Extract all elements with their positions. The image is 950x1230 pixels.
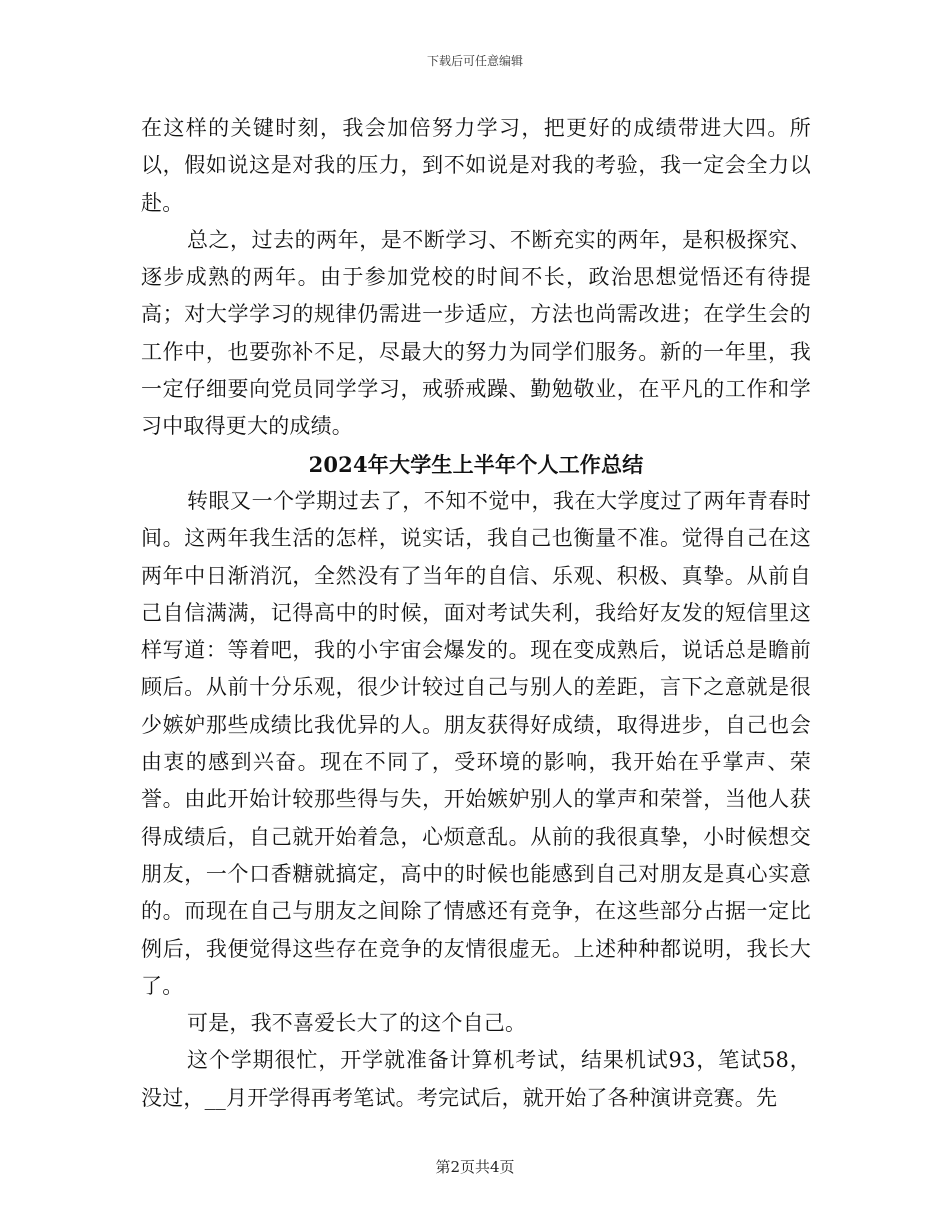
- page-header: 下载后可任意编辑: [426, 54, 523, 68]
- page-number: 第2页共4页: [435, 1158, 515, 1176]
- paragraph-4: 可是，我不喜爱长大了的这个自己。: [187, 1011, 527, 1036]
- paragraph-5: 这个学期很忙，开学就准备计算机考试，结果机试93，笔试58，没过，__月开学得再考笔试。考完试后，就开始了各种演讲竞赛。先: [141, 1048, 811, 1110]
- paragraph-3: 转眼又一个学期过去了，不知不觉中，我在大学度过了两年青春时间。这两年我生活的怎样，说实话，我自己也衡量不准。觉得自己在这两年中日渐消沉，全然没有了当年的自信、乐观、积极、真挚。从前自己自信满满，记得高中的时候，面对考试失利，我给好友发的短信里这样写道：等着吧，我的小宇宙会爆发的。现在变成熟后，说话总是瞻前顾后。从前十分乐观，很少计较过自己与别人的差距，言下之意就是很少嫉妒那些成绩比我优异的人。朋友获得好成绩，取得进步，自己也会由衷的感到兴奋。现在不同了，受环境的影响，我开始在乎掌声、荣誉。由此开始计较那些得与失，开始嫉妒别人的掌声和荣誉，当他人获得成绩后，自己就开始着急，心烦意乱。从前的我很真挚，小时候想交朋友，一个口香糖就搞定，高中的时候也能感到自己对朋友是真心实意的。而现在自己与朋友之间除了情感还有竞争，在这些部分占据一定比例后，我便觉得这些存在竞争的友情很虚无。上述种种都说明，我长大了。: [141, 488, 811, 998]
- paragraph-1: 在这样的关键时刻，我会加倍努力学习，把更好的成绩带进大四。所以，假如说这是对我的压力，到不如说是对我的考验，我一定会全力以赴。: [141, 116, 811, 215]
- document-body: [141, 110, 811, 1117]
- section-title: 2024年大学生上半年个人工作总结: [308, 451, 644, 477]
- paragraph-2: 总之，过去的两年，是不断学习、不断充实的两年，是积极探究、逐步成熟的两年。由于参加党校的时间不长，政治思想觉悟还有待提高；对大学学习的规律仍需进一步适应，方法也尚需改进；在学生会的工作中，也要弥补不足，尽最大的努力为同学们服务。新的一年里，我一定仔细要向党员同学学习，戒骄戒躁、勤勉敬业，在平凡的工作和学习中取得更大的成绩。: [141, 227, 811, 439]
